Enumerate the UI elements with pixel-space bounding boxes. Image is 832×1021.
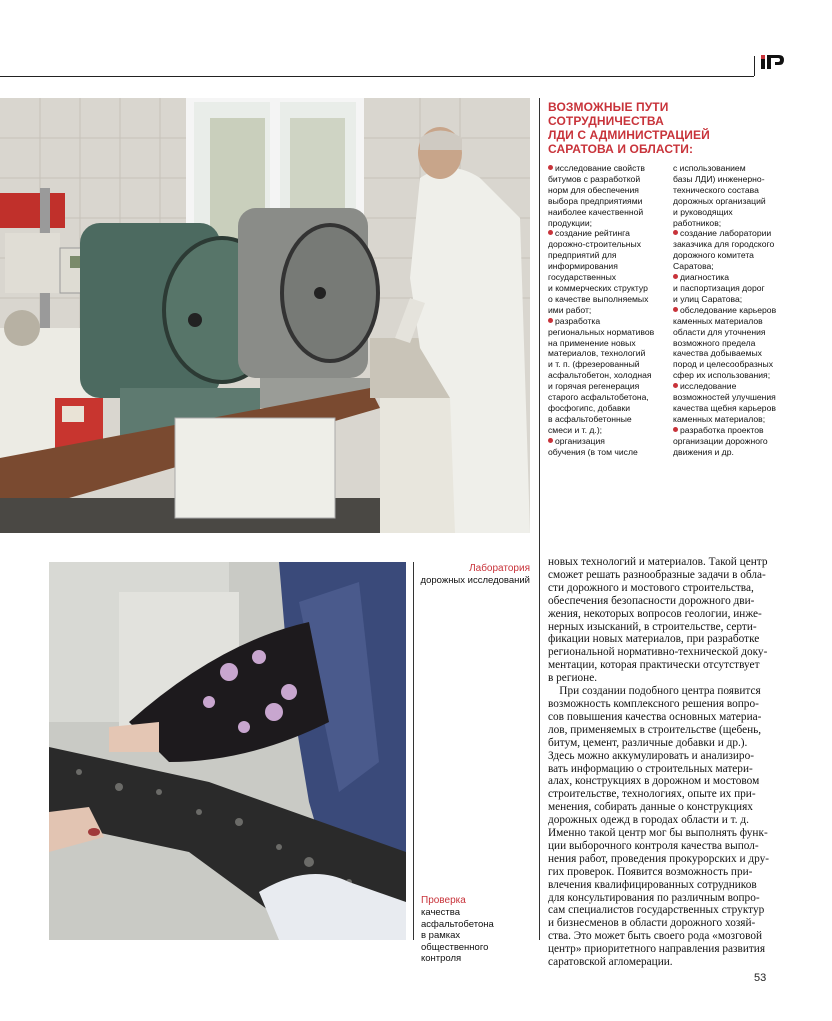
- sidebar-list-text: смеси и т. д.);: [548, 424, 603, 435]
- bullet-icon: [673, 230, 678, 235]
- body-line: саратовской агломерации.: [548, 956, 673, 969]
- sidebar-list-text: дорожных организаций: [673, 195, 766, 206]
- body-line: сам специалистов государственных структур: [548, 904, 765, 917]
- sidebar-list-text: сфер их использования;: [673, 370, 771, 381]
- sidebar-list-line: [548, 174, 666, 185]
- sidebar-list-line: [673, 228, 783, 239]
- body-line: менения, собирать данные о конструкциях: [548, 801, 753, 814]
- sidebar-list-line: [548, 218, 666, 229]
- body-line: ментации, которая практически отсутствует: [548, 659, 760, 672]
- sidebar-list-line: [673, 381, 783, 392]
- body-line: гих проверок. Появится возможность при-: [548, 865, 753, 878]
- sidebar-list-line: [673, 425, 783, 436]
- body-line: строительстве, технологиях, опыте их при-: [548, 788, 756, 801]
- sidebar-list-text: старого асфальтобетона,: [548, 392, 649, 403]
- sidebar-list-text: обучения (в том числе: [548, 446, 638, 457]
- body-line: алах, конструкциях в дорожном и мостовом: [548, 775, 760, 788]
- sidebar-list-line: [673, 436, 783, 447]
- sidebar-list-text: каменных материалов: [673, 315, 763, 326]
- body-line: для консультирования по различным вопро-: [548, 891, 760, 904]
- sidebar-list-text: выбора предприятиями: [548, 195, 643, 206]
- sidebar-list-line: [673, 359, 783, 370]
- sidebar-list-line: [548, 316, 666, 327]
- sidebar-list-line: [548, 403, 666, 414]
- body-line: жения, некоторых вопросов геологии, инже-: [548, 607, 762, 620]
- body-line: Здесь можно аккумулировать и анализиро-: [548, 749, 754, 762]
- body-line: в регионе.: [548, 672, 598, 685]
- body-line: лов, применяемых в строительстве (щебень,: [548, 723, 762, 736]
- bullet-icon: [548, 318, 553, 323]
- sidebar-list-line: [673, 447, 783, 458]
- body-line: дорожных одежд в городах области и т. д.: [548, 814, 749, 827]
- sidebar-list-text: создание рейтинга: [555, 228, 630, 239]
- sidebar-heading-line: ВОЗМОЖНЫЕ ПУТИ СОТРУДНИЧЕСТВА: [548, 100, 669, 128]
- sidebar-list-text: фосфогипс, добавки: [548, 402, 631, 413]
- sidebar-list-text: на применение новых: [548, 337, 636, 348]
- sidebar-list-line: [548, 392, 666, 403]
- sidebar-list-line: [548, 207, 666, 218]
- body-line: сможет решать разнообразные задачи в обла-: [548, 568, 766, 581]
- sidebar-list-text: организации дорожного: [673, 435, 768, 446]
- sidebar-list-text: каменных материалов;: [673, 413, 766, 424]
- sidebar-list-line: [673, 305, 783, 316]
- sidebar-list-line: [548, 239, 666, 250]
- sidebar-list-line: [673, 370, 783, 381]
- body-line: возможность комплексного решения вопро-: [548, 697, 759, 710]
- sidebar-list-text: региональных нормативов: [548, 326, 655, 337]
- check-caption: [421, 895, 529, 965]
- sidebar-list-line: [673, 196, 783, 207]
- sidebar-list-line: [673, 403, 783, 414]
- sidebar-list-text: разработка проектов: [680, 424, 764, 435]
- sidebar-list-line: [673, 338, 783, 349]
- body-line: При создании подобного центра появится: [548, 685, 761, 698]
- sidebar-list-line: [673, 261, 783, 272]
- body-line: обеспечения безопасности дорожного дви-: [548, 594, 755, 607]
- asphalt-sample-photo: [49, 562, 406, 940]
- body-line: и бизнесменов в области дорожного хозяй-: [548, 917, 756, 930]
- sidebar-heading: [548, 100, 780, 156]
- sidebar-list-text: и коммерческих структур: [548, 282, 648, 293]
- sidebar-list-text: и паспортизация дорог: [673, 282, 765, 293]
- sidebar-list-line: [673, 348, 783, 359]
- sidebar-list-line: [548, 261, 666, 272]
- sidebar-list-text: и улиц Саратова;: [673, 293, 743, 304]
- sidebar-list-line: [673, 283, 783, 294]
- sidebar-list-text: в асфальтобетонные: [548, 413, 632, 424]
- sidebar-list-text: информирования: [548, 261, 618, 272]
- sidebar-list-line: [673, 316, 783, 327]
- sidebar-list-line: [548, 305, 666, 316]
- sidebar-list-line: [673, 294, 783, 305]
- body-line: центр» приоритетного направления развития: [548, 943, 766, 956]
- lab-photo: [0, 98, 530, 533]
- body-line: Именно такой центр мог бы выполнять функ-: [548, 827, 768, 840]
- sidebar-list-text: битумов с разработкой: [548, 173, 641, 184]
- sidebar-list-text: создание лаборатории: [680, 228, 772, 239]
- sidebar-list-text: исследование свойств: [555, 163, 645, 173]
- bullet-icon: [548, 165, 553, 170]
- check-caption-line: качества асфальтобетона: [421, 907, 494, 930]
- bullet-icon: [673, 427, 678, 432]
- check-caption-line: в рамках общественного: [421, 930, 489, 953]
- sidebar-list-text: области для уточнения: [673, 326, 766, 337]
- sidebar-list-line: [548, 425, 666, 436]
- check-caption-line: контроля: [421, 953, 462, 964]
- body-line: вать информацию о строительных матери-: [548, 762, 753, 775]
- sidebar-list-line: [548, 185, 666, 196]
- body-text: [548, 556, 780, 969]
- sidebar-list-line: [548, 327, 666, 338]
- body-line: влечения квалифицированных сотрудников: [548, 878, 757, 891]
- sidebar-list-text: технического состава: [673, 184, 759, 195]
- sidebar-list-text: работников;: [673, 217, 722, 228]
- sidebar-list-line: [548, 272, 666, 283]
- sidebar-list-text: обследование карьеров: [680, 304, 777, 315]
- lab-caption: [412, 563, 530, 587]
- sidebar-list-line: [548, 436, 666, 447]
- column-rule: [539, 98, 540, 940]
- sidebar-list-text: о качестве выполняемых: [548, 293, 649, 304]
- sidebar-list-text: материалов, технологий: [548, 348, 646, 359]
- sidebar-list-text: и руководящих: [673, 206, 733, 217]
- lab-caption-title: Лаборатория: [469, 563, 530, 574]
- check-caption-title: Проверка: [421, 895, 466, 906]
- sidebar-list-line: [548, 370, 666, 381]
- bullet-icon: [548, 438, 553, 443]
- sidebar-list-text: качества щебня карьеров: [673, 402, 776, 413]
- sidebar-list-text: возможного предела: [673, 337, 756, 348]
- sidebar-list-text: предприятий для: [548, 250, 617, 261]
- sidebar-list-text: Саратова;: [673, 261, 714, 272]
- bullet-icon: [548, 230, 553, 235]
- sidebar-list-text: асфальтобетон, холодная: [548, 370, 652, 381]
- header-logo-divider: [754, 56, 755, 76]
- sidebar-list-text: дорожного комитета: [673, 250, 754, 261]
- sidebar-list-line: [548, 228, 666, 239]
- body-line: ства. Это может быть своего рода «мозговой: [548, 930, 763, 943]
- sidebar-list-text: ими работ;: [548, 304, 592, 315]
- sidebar-heading-line: САРАТОВА И ОБЛАСТИ:: [548, 142, 694, 156]
- sidebar-list-line: [673, 272, 783, 283]
- sidebar-list-text: и горячая регенерация: [548, 381, 640, 392]
- sidebar-list-text: норм для обеспечения: [548, 184, 639, 195]
- sidebar-list-line: [548, 283, 666, 294]
- header-rule: [0, 76, 754, 77]
- sidebar-list-text: возможностей улучшения: [673, 392, 776, 403]
- sidebar-list-line: [548, 338, 666, 349]
- body-line: фикации новых материалов, при разработке: [548, 633, 760, 646]
- sidebar-list-line: [673, 250, 783, 261]
- sidebar-list-text: и т. п. (фрезерованный: [548, 359, 640, 370]
- magazine-logo: [761, 55, 785, 69]
- sidebar-list-line: [673, 327, 783, 338]
- sidebar-list-line: [548, 359, 666, 370]
- sidebar-list-line: [548, 414, 666, 425]
- sidebar-list-line: [673, 218, 783, 229]
- caption-rule: [413, 562, 414, 940]
- sidebar-list-line: [673, 414, 783, 425]
- bullet-icon: [673, 274, 678, 279]
- sidebar-list-line: [548, 163, 666, 174]
- sidebar-list-text: исследование: [680, 381, 737, 392]
- sidebar-column-right: [673, 163, 783, 457]
- lab-caption-text: дорожных исследований: [420, 575, 530, 586]
- sidebar-list-text: дорожно-строительных: [548, 239, 642, 250]
- sidebar-list-line: [548, 250, 666, 261]
- sidebar-list-line: [673, 174, 783, 185]
- sidebar-list-line: [548, 196, 666, 207]
- body-line: сов повышения качества основных материа-: [548, 710, 762, 723]
- sidebar-list-line: [673, 185, 783, 196]
- sidebar-list-text: качества добываемых: [673, 348, 762, 359]
- sidebar-list-text: базы ЛДИ) инженерно-: [673, 173, 765, 184]
- body-line: новых технологий и материалов. Такой центр: [548, 556, 768, 568]
- sidebar-list-line: [673, 207, 783, 218]
- bullet-icon: [673, 307, 678, 312]
- page-number: 53: [754, 972, 767, 984]
- sidebar-heading-line: ЛДИ С АДМИНИСТРАЦИЕЙ: [548, 128, 710, 142]
- bullet-icon: [673, 383, 678, 388]
- sidebar-list-text: диагностика: [680, 272, 730, 283]
- sidebar-list-line: [548, 381, 666, 392]
- sidebar-list-text: государственных: [548, 272, 617, 283]
- sidebar-list-line: [673, 239, 783, 250]
- body-line: ции выборочного контроля качества выпол-: [548, 839, 759, 852]
- sidebar-list-line: [548, 348, 666, 359]
- sidebar-list-text: пород и целесообразных: [673, 359, 774, 370]
- body-line: сти дорожного и мостового строительства,: [548, 581, 754, 594]
- body-line: региональной нормативно-технической доку-: [548, 646, 768, 659]
- sidebar-list-text: наиболее качественной: [548, 206, 644, 217]
- sidebar-list-text: с использованием: [673, 163, 746, 173]
- sidebar-list-text: организация: [555, 435, 605, 446]
- sidebar-list-line: [673, 392, 783, 403]
- body-line: битум, цемент, различные добавки и др.).: [548, 736, 748, 749]
- body-line: нения работ, проведения прокурорских и дру-: [548, 852, 769, 865]
- body-line: нерных изысканий, в строительстве, серти-: [548, 620, 757, 633]
- sidebar-list-text: заказчика для городского: [673, 239, 775, 250]
- sidebar-list-text: продукции;: [548, 217, 593, 228]
- sidebar-list-text: движения и др.: [673, 446, 734, 457]
- sidebar-list-line: [673, 163, 783, 174]
- sidebar-column-left: [548, 163, 666, 457]
- sidebar-list-line: [548, 294, 666, 305]
- sidebar-list-line: [548, 447, 666, 458]
- sidebar-list-text: разработка: [555, 315, 601, 326]
